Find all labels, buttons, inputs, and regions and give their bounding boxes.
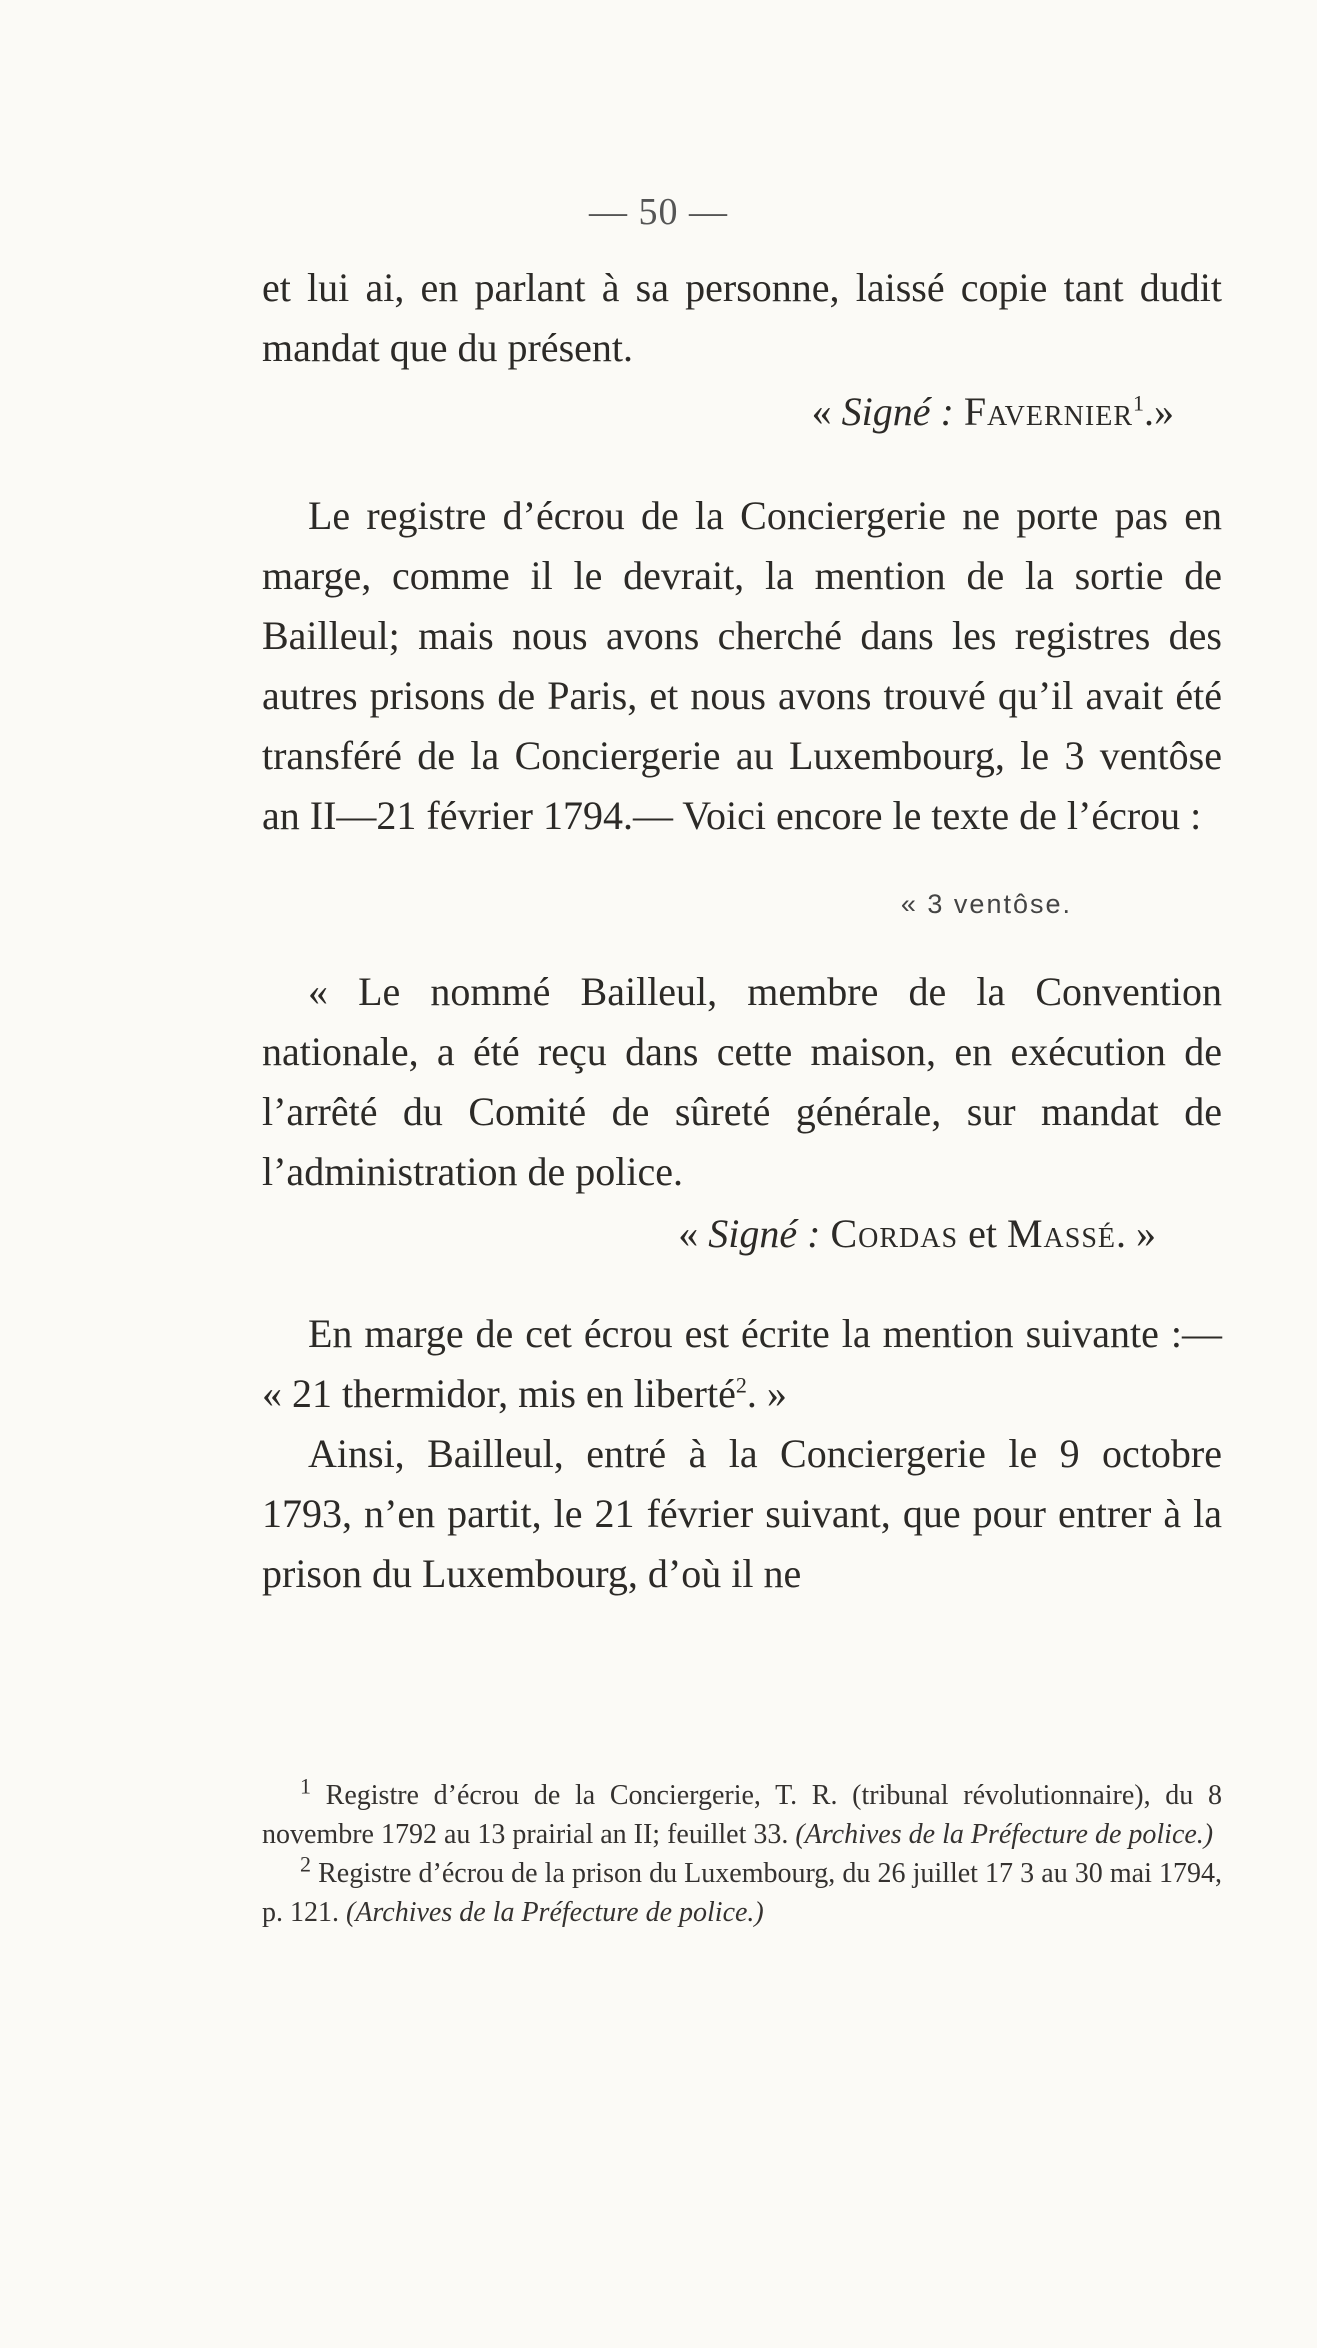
footnote-source: (Archives de la Préfecture de police.) [346, 1897, 764, 1928]
paragraph-4-text: En marge de cet écrou est écrite la mention suivante :— « 21 thermidor, mis en liberté [262, 1311, 1222, 1416]
footnote-text: Registre d’écrou de la prison du Luxembourg, du 26 juillet 17 3 au 30 mai 1794, p. 121. [262, 1858, 1222, 1928]
footnote-source: (Archives de la Préfecture de police.) [795, 1819, 1214, 1850]
quote-close: .» [1144, 389, 1174, 434]
signatory-name-2: Massé [1006, 1211, 1116, 1256]
signe-label: Signé : [841, 389, 954, 434]
signature-cordas-masse [262, 1204, 1222, 1264]
footnote-ref-1: 1 [1133, 390, 1144, 416]
signatory-name-1: Cordas [830, 1211, 959, 1256]
paragraph-3: « Le nommé Bailleul, membre de la Convention nationale, a été reçu dans cette maison, en exécution de l’arrêté du Comité de sûreté générale, sur mandat de l’administration de police. [262, 969, 1222, 1194]
footnote-number: 2 [300, 1851, 311, 1877]
footnote-1 [262, 1773, 1222, 1854]
conjunction: et [958, 1211, 1007, 1256]
signatory-name: Favernier [963, 389, 1133, 434]
page-number: — 50 — [589, 191, 728, 233]
quote-open: « [811, 389, 842, 434]
footnote-number: 1 [300, 1773, 311, 1799]
body-text [262, 258, 1222, 1604]
paragraph-2: Le registre d’écrou de la Conciergerie ne porte pas en marge, comme il le devrait, la mention de la sortie de Bailleul; mais nous avons cherché dans les registres des autres prisons de Paris, et nous avons trouvé qu’il avait été transféré de la Conciergerie au Luxembourg, le 3 ventôse an II—21 février 1794.— Voici encore le texte de l’écrou : [262, 493, 1222, 838]
quote-open: « [678, 1211, 709, 1256]
paragraph-4-end: . » [746, 1371, 787, 1416]
dateline: « 3 ventôse. [900, 889, 1072, 919]
signature-favernier [262, 382, 1222, 442]
footnote-ref-2: 2 [735, 1372, 747, 1398]
paragraph-1: et lui ai, en parlant à sa personne, laissé copie tant dudit mandat que du présent. [262, 265, 1222, 370]
paragraph-5: Ainsi, Bailleul, entré à la Conciergerie le 9 octobre 1793, n’en partit, le 21 février suivant, que pour entrer à la prison du Luxembourg, d’où il ne [262, 1431, 1222, 1596]
signe-label: Signé : [708, 1211, 821, 1256]
footnote-text: Registre d’écrou de la Conciergerie, T. R. (tribunal révolutionnaire), du 8 novembre 1792 au 13 prairial an II; feuillet 33. [262, 1780, 1222, 1850]
footnotes [262, 1773, 1222, 1932]
quote-close: . » [1116, 1211, 1156, 1256]
paragraph-4 [262, 1304, 1222, 1424]
footnote-2 [262, 1851, 1222, 1932]
